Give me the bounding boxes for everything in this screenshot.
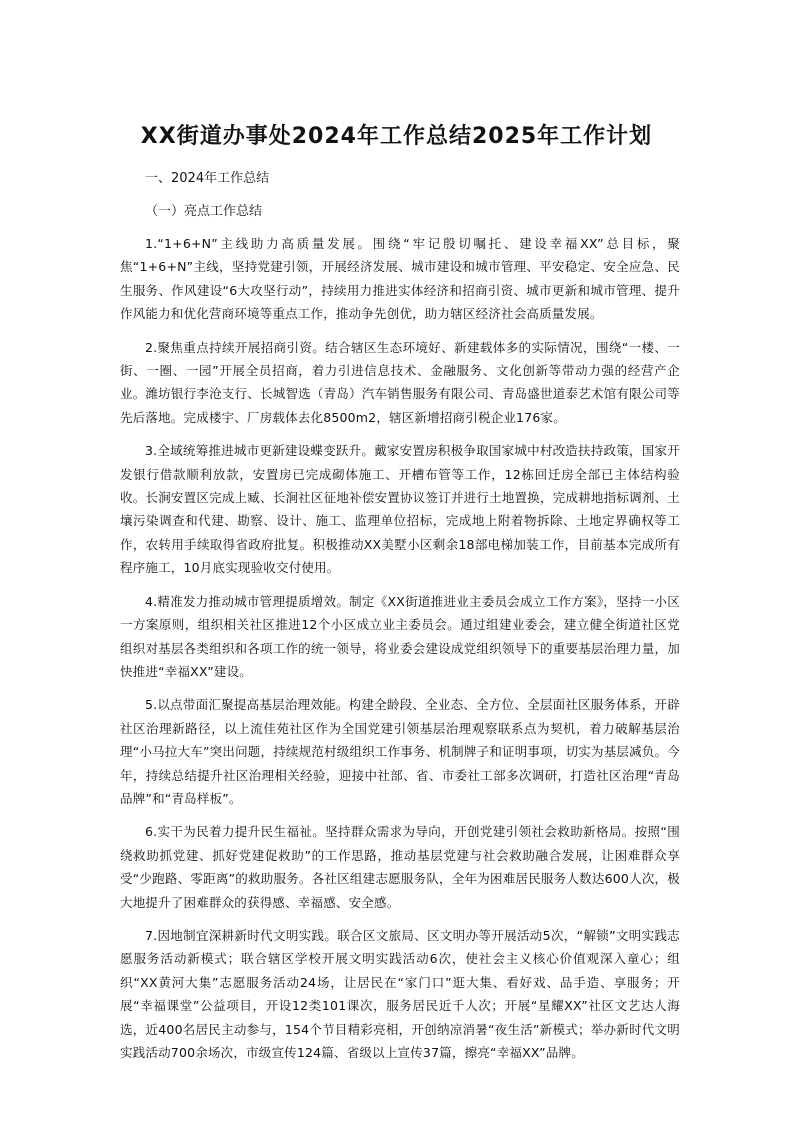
paragraph-1: 1.“1+6+N”主线助力高质量发展。围绕“牢记殷切嘱托、建设幸福XX”总目标，聚焦“1+6+N”主线，坚持党建引领，开展经济发展、城市建设和城市管理、平安稳定、安全应急、民生服务、作风建设“6大攻坚行动”，持续用力推进实体经济和招商引资、城市更新和城市管理、提升作风能力和优化营商环境等重点工作，推动争先创优，助力辖区经济社会高质量发展。 [120, 236, 680, 322]
paragraph-3: 3.全域统筹推进城市更新建设蝶变跃升。戴家安置房积极争取国家城中村改造扶持政策，国家开发银行借款顺利放款，安置房已完成砌体施工、开槽布管等工作，12栋回迁房全部已主体结构验收。长涧安置区完成上臧、长涧社区征地补偿安置协议签订并进行土地置换，完成耕地指标调剂、土壤污染调查和代建、勘察、设计、施工、监理单位招标，完成地上附着物拆除、土地定界确权等工作，农转用手续取得省政府批复。积极推动XX美墅小区剩余18部电梯加装工作，目前基本完成所有程序施工，10月底实现验收交付使用。 [120, 443, 680, 576]
document-body [120, 232, 680, 1074]
document-title: XX街道办事处2024年工作总结2025年工作计划 [140, 124, 653, 149]
paragraph-5: 5.以点带面汇聚提高基层治理效能。构建全龄段、全业态、全方位、全层面社区服务体系，开辟社区治理新路径，以上流佳苑社区作为全国党建引领基层治理观察联系点为契机，着力破解基层治理“小马拉大车”突出问题，持续规范村级组织工作事务、机制牌子和证明事项，切实为基层减负。今年，持续总结提升社区治理相关经验，迎接中社部、省、市委社工部多次调研，打造社区治理“青岛品牌”和“青岛样板”。 [120, 697, 680, 806]
paragraph-7: 7.因地制宜深耕新时代文明实践。联合区文旅局、区文明办等开展活动5次，“解锁”文明实践志愿服务活动新模式；联合辖区学校开展文明实践活动6次，使社会主义核心价值观深入童心；组织“XX黄河大集”志愿服务活动24场，让居民在“家门口”逛大集、看好戏、品手造、享服务；开展“幸福课堂”公益项目，开设12类101课次，服务居民近千人次；开展“星耀XX”社区文艺达人海选，近400名居民主动参与，154个节目精彩亮相，开创纳凉消暑“夜生活”新模式；举办新时代文明实践活动700余场次，市级宣传124篇、省级以上宣传37篇，擦亮“幸福XX”品牌。 [120, 927, 680, 1060]
paragraph-6: 6.实干为民着力提升民生福祉。坚持群众需求为导向，开创党建引领社会救助新格局。按照“围绕救助抓党建、抓好党建促救助”的工作思路，推动基层党建与社会救助融合发展，让困难群众享受“少跑路、零距离”的救助服务。各社区组建志愿服务队，全年为困难居民服务人数达600人次，极大地提升了困难群众的获得感、幸福感、安全感。 [120, 824, 680, 910]
paragraph-4: 4.精准发力推动城市管理提质增效。制定《XX街道推进业主委员会成立工作方案》，坚持一小区一方案原则，组织相关社区推进12个小区成立业主委员会。通过组建业委会，建立健全街道社区党组织对基层各类组织和各项工作的统一领导，将业委会建设成党组织领导下的重要基层治理力量，加快推进“幸福XX”建设。 [120, 593, 680, 679]
subsection-heading: （一）亮点工作总结 [145, 204, 263, 219]
section-heading: 一、2024年工作总结 [145, 171, 270, 186]
paragraph-2: 2.聚焦重点持续开展招商引资。结合辖区生态环境好、新建载体多的实际情况，围绕“一楼、一街、一圈、一园”开展全员招商，着力引进信息技术、金融服务、文化创新等带动力强的经营产企业。潍坊银行李沧支行、长城智选（青岛）汽车销售服务有限公司、青岛盛世道泰艺术馆有限公司等先后落地。完成楼宇、厂房载体去化8500m2，辖区新增招商引税企业176家。 [120, 339, 680, 425]
